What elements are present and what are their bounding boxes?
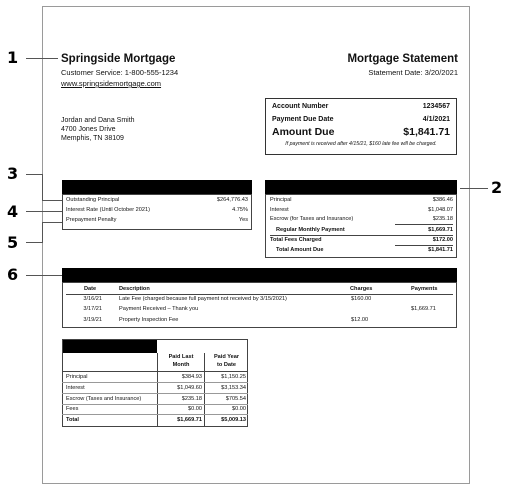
total-due-value: $1,841.71 xyxy=(428,247,453,253)
account-number-label: Account Number xyxy=(272,103,329,110)
due-date-label: Payment Due Date xyxy=(272,116,334,123)
outstanding-principal-row xyxy=(66,197,248,203)
pp-header-ytd-1: Paid Year xyxy=(213,354,240,360)
interest-rate-row xyxy=(66,207,248,213)
escrow-underline xyxy=(395,224,453,225)
loan-label: Interest Rate (Until October 2021) xyxy=(66,207,150,213)
transactions-header-bar xyxy=(62,268,457,282)
due-date-row xyxy=(272,116,450,123)
loan-value: $264,776.43 xyxy=(216,197,248,203)
pp-row-divider xyxy=(62,404,248,405)
principal-row xyxy=(270,197,453,203)
tx-description: Property Inspection Fee xyxy=(119,317,179,323)
tx-payment: $1,669.71 xyxy=(411,306,436,312)
borrower-name: Jordan and Dana Smith xyxy=(61,117,135,124)
callout-3-line-b xyxy=(42,174,43,200)
pp-row-divider xyxy=(62,414,248,415)
callout-5: 5 xyxy=(7,233,19,252)
borrower-street: 4700 Jones Drive xyxy=(61,126,116,133)
account-number-value: 1234567 xyxy=(422,103,450,110)
fees-value: $172.00 xyxy=(432,237,453,243)
regular-payment-divider xyxy=(270,235,453,236)
pp-row-last: $1,669.71 xyxy=(177,417,202,423)
pp-header-last-1: Paid Last xyxy=(168,354,194,360)
tx-date: 3/17/21 xyxy=(83,306,102,312)
due-date-value: 4/1/2021 xyxy=(422,116,450,123)
amount-due-row xyxy=(272,126,450,138)
pp-row-divider xyxy=(62,393,248,394)
pp-row-label: Interest xyxy=(66,385,85,391)
loan-value: 4.75% xyxy=(232,207,248,213)
callout-4-line xyxy=(26,211,62,212)
regular-payment-row xyxy=(276,227,453,233)
loan-label: Prepayment Penalty xyxy=(66,217,117,223)
pp-row-ytd: $1,150.25 xyxy=(221,374,246,380)
callout-6: 6 xyxy=(7,265,19,284)
pp-row-ytd: $5,009.13 xyxy=(221,417,246,423)
late-fee-note: If payment is received after 4/15/21, $160 late fee will be charged. xyxy=(285,141,437,147)
amount-due-value: $1,841.71 xyxy=(403,126,450,138)
amount-due-label: Amount Due xyxy=(272,126,335,138)
fees-row xyxy=(270,237,453,243)
regular-payment-label: Regular Monthly Payment xyxy=(276,227,345,233)
principal-value: $386.46 xyxy=(432,197,453,203)
escrow-value: $235.18 xyxy=(432,216,453,222)
callout-5-line-c xyxy=(42,222,62,223)
callout-3: 3 xyxy=(7,164,19,183)
pp-row-last: $235.18 xyxy=(181,396,202,402)
tx-description: Payment Received – Thank you xyxy=(119,306,199,312)
pp-row-ytd: $0.00 xyxy=(232,406,246,412)
account-number-row xyxy=(272,103,450,110)
pp-row-last: $0.00 xyxy=(188,406,202,412)
pp-header-ytd-2: to Date xyxy=(217,362,236,368)
callout-3-line-a xyxy=(26,174,42,175)
total-due-label: Total Amount Due xyxy=(276,247,324,253)
interest-label: Interest xyxy=(270,207,289,213)
website-link[interactable]: www.springsidemortgage.com xyxy=(61,79,162,88)
escrow-row xyxy=(270,216,453,222)
callout-2-line xyxy=(460,188,488,189)
loan-label: Outstanding Principal xyxy=(66,197,120,203)
payment-breakdown-header-bar xyxy=(265,180,457,194)
pp-row-last: $384.93 xyxy=(181,374,202,380)
fees-underline xyxy=(395,245,453,246)
pp-header-last-2: Month xyxy=(172,362,190,368)
pp-row-ytd: $3,153.34 xyxy=(221,385,246,391)
tx-header-date: Date xyxy=(83,286,97,292)
tx-date: 3/19/21 xyxy=(83,317,102,323)
loan-info-header-bar xyxy=(62,180,252,194)
callout-6-line xyxy=(26,275,62,276)
pp-row-divider xyxy=(62,382,248,383)
borrower-city: Memphis, TN 38109 xyxy=(61,135,124,142)
customer-service: Customer Service: 1-800-555-1234 xyxy=(61,68,179,77)
pp-row-label: Total xyxy=(66,417,79,423)
callout-1-line xyxy=(26,58,58,59)
company-name: Springside Mortgage xyxy=(61,53,176,65)
callout-5-line-b xyxy=(42,222,43,243)
tx-header-charges: Charges xyxy=(350,286,373,292)
prepayment-penalty-row xyxy=(66,217,248,223)
statement-title: Mortgage Statement xyxy=(347,53,458,65)
interest-row xyxy=(270,207,453,213)
escrow-label: Escrow (for Taxes and Insurance) xyxy=(270,216,354,222)
fees-label: Total Fees Charged xyxy=(270,237,322,243)
pp-row-label: Principal xyxy=(66,374,88,380)
callout-2: 2 xyxy=(491,178,503,197)
total-due-row xyxy=(276,247,453,253)
pp-row-last: $1,049.60 xyxy=(177,385,202,391)
callout-5-line-a xyxy=(26,242,42,243)
tx-header-payments: Payments xyxy=(411,286,438,292)
tx-description: Late Fee (charged because full payment not received by 3/15/2021) xyxy=(119,296,287,302)
tx-charge: $160.00 xyxy=(351,296,372,302)
tx-header-divider xyxy=(66,294,453,295)
pp-row-ytd: $705.54 xyxy=(225,396,246,402)
pp-row-label: Escrow (Taxes and Insurance) xyxy=(66,396,142,402)
regular-payment-value: $1,669.71 xyxy=(428,227,453,233)
loan-value: Yes xyxy=(238,217,248,223)
pp-row-label: Fees xyxy=(66,406,79,412)
account-summary-box xyxy=(265,98,457,155)
tx-header-description: Description xyxy=(119,286,150,292)
callout-1: 1 xyxy=(7,48,19,67)
interest-value: $1,048.07 xyxy=(428,207,453,213)
tx-charge: $12.00 xyxy=(351,317,369,323)
statement-date: Statement Date: 3/20/2021 xyxy=(368,68,458,77)
callout-3-line-c xyxy=(42,200,62,201)
pp-header-divider xyxy=(62,371,248,372)
callout-4: 4 xyxy=(7,202,19,221)
principal-label: Principal xyxy=(270,197,292,203)
tx-date: 3/16/21 xyxy=(83,296,102,302)
